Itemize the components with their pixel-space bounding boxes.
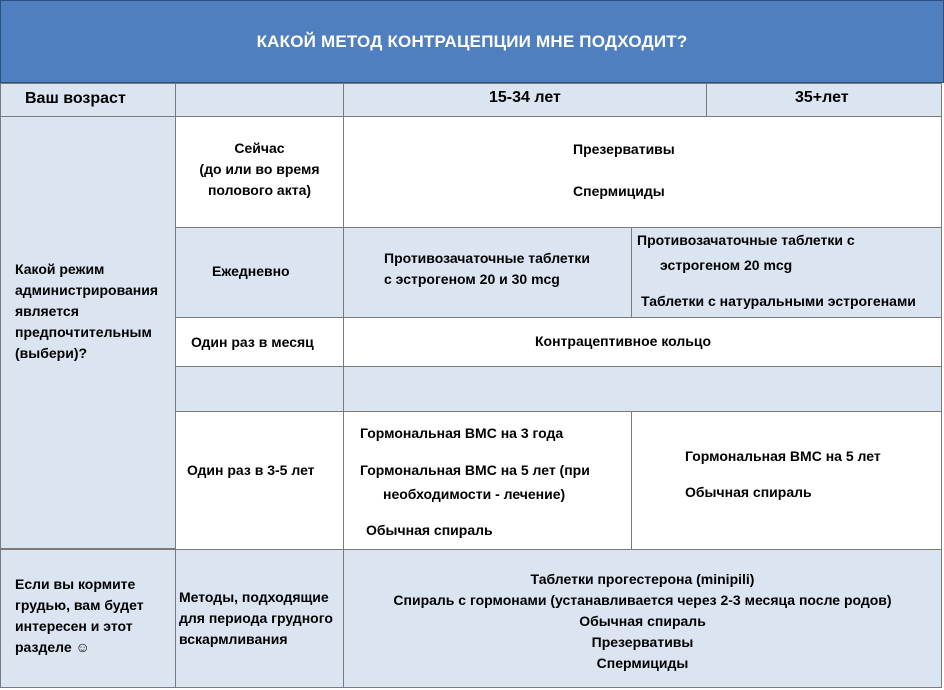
monthly-method: Контрацептивное кольцо bbox=[535, 333, 712, 349]
empty-methods-cell bbox=[343, 366, 942, 412]
age-group-2: 35+лет bbox=[795, 89, 849, 106]
breastfeeding-question-line: разделе ☺ bbox=[15, 639, 90, 655]
regime-question-line: является bbox=[15, 303, 79, 319]
now-method: Спермициды bbox=[573, 183, 665, 199]
years-young-line: Гормональная ВМС на 5 лет (при bbox=[360, 462, 590, 478]
regime-question-line: администрирования bbox=[15, 282, 159, 298]
daily-older-line: эстрогеном 20 mcg bbox=[660, 257, 793, 273]
breastfeeding-label-line: Методы, подходящие bbox=[179, 589, 329, 605]
regime-question-line: предпочтительным bbox=[15, 324, 152, 340]
monthly-label: Один раз в месяц bbox=[191, 334, 314, 350]
years-young-line: Гормональная ВМС на 3 года bbox=[360, 425, 564, 441]
years-older-line: Обычная спираль bbox=[685, 484, 812, 500]
now-methods-cell bbox=[343, 116, 942, 228]
now-method: Презервативы bbox=[573, 141, 675, 157]
years-young-line: необходимости - лечение) bbox=[383, 486, 566, 502]
years-label-cell bbox=[175, 411, 344, 550]
breastfeeding-method: Обычная спираль bbox=[579, 613, 706, 629]
breastfeeding-method: Презервативы bbox=[591, 634, 694, 650]
breastfeeding-method: Спираль с гормонами (устанавливается через 2-3 месяца после родов) bbox=[393, 592, 892, 608]
years-older-line: Гормональная ВМС на 5 лет bbox=[685, 448, 881, 464]
regime-question-line: Какой режим bbox=[15, 261, 105, 277]
breastfeeding-question-line: Если вы кормите bbox=[15, 576, 136, 592]
regime-question-line: (выбери)? bbox=[15, 345, 88, 361]
years-label: Один раз в 3-5 лет bbox=[187, 462, 315, 478]
daily-young-line: Противозачаточные таблетки bbox=[384, 250, 591, 266]
breastfeeding-method: Спермициды bbox=[596, 655, 689, 671]
empty-label-cell bbox=[175, 366, 344, 412]
daily-older-line: Противозачаточные таблетки с bbox=[637, 232, 855, 248]
breastfeeding-question-line: интересен и этот bbox=[15, 618, 133, 634]
breastfeeding-label-line: вскармливания bbox=[179, 631, 288, 647]
years-older-cell bbox=[631, 411, 942, 550]
daily-label: Ежедневно bbox=[212, 263, 290, 279]
breastfeeding-label-line: для периода грудного bbox=[179, 610, 333, 626]
breastfeeding-method: Таблетки прогестерона (minipili) bbox=[530, 571, 755, 587]
breastfeeding-question-line: грудью, вам будет bbox=[15, 597, 144, 613]
years-young-line: Обычная спираль bbox=[366, 522, 493, 538]
age-label: Ваш возраст bbox=[25, 90, 126, 107]
now-label-line: полового акта) bbox=[207, 182, 312, 198]
daily-older-line: Таблетки с натуральными эстрогенами bbox=[641, 293, 916, 309]
daily-young-line: с эстрогеном 20 и 30 mcg bbox=[384, 271, 560, 287]
age-group-1: 15-34 лет bbox=[489, 89, 561, 106]
page-title: КАКОЙ МЕТОД КОНТРАЦЕПЦИИ МНЕ ПОДХОДИТ? bbox=[256, 31, 688, 51]
header-blank-cell bbox=[175, 83, 344, 117]
now-label-line: Сейчас bbox=[234, 140, 285, 156]
now-label-line: (до или во время bbox=[199, 161, 320, 177]
